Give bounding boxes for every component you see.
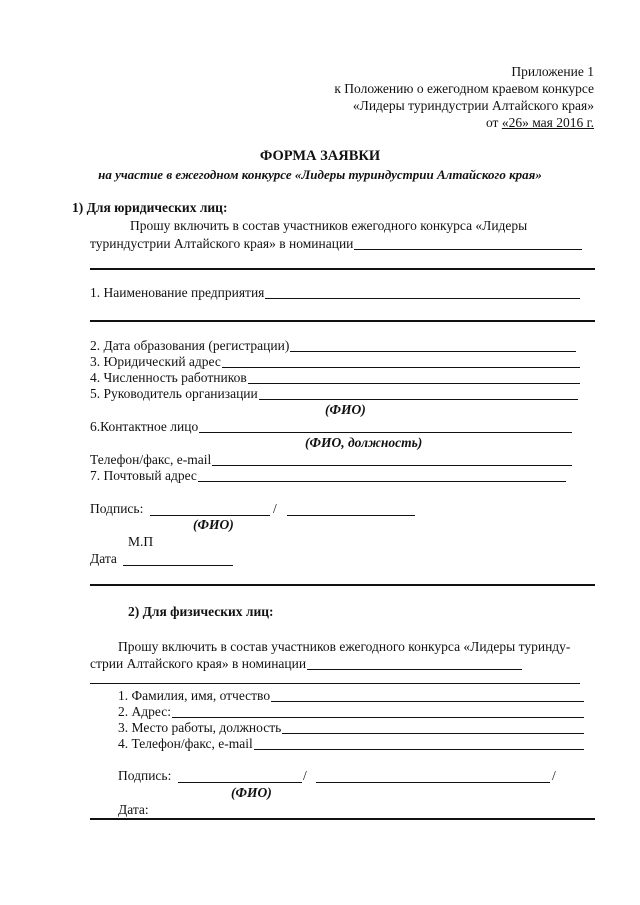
individual-nomination-row [90, 656, 522, 672]
legal-phone-field[interactable] [212, 465, 572, 466]
legal-company-name-label: 1. Наименование предприятия [90, 285, 265, 300]
appendix-reference: к Положению о ежегодном краевом конкурсе [334, 81, 594, 96]
legal-head-hint: (ФИО) [325, 402, 366, 417]
legal-nomination-label: туриндустрии Алтайского края» в номинации [90, 236, 354, 251]
individual-signature-name-field[interactable] [316, 782, 550, 783]
legal-stamp-label: М.П [128, 534, 154, 549]
individual-work-label: 3. Место работы, должность [118, 720, 282, 735]
appendix-date [486, 115, 594, 131]
individual-phone-label: 4. Телефон/факс, e-mail [118, 736, 253, 751]
legal-signature-hint: (ФИО) [193, 517, 234, 532]
individual-date-field[interactable] [90, 818, 595, 820]
legal-signature-name-field[interactable] [287, 515, 415, 516]
individual-nomination-label: стрии Алтайского края» в номинации [90, 656, 307, 671]
section-divider [90, 584, 595, 586]
legal-company-name-field[interactable] [265, 298, 580, 299]
individual-nomination-extra-line[interactable] [90, 683, 580, 684]
legal-staff-label: 4. Численность работников [90, 370, 247, 385]
appendix-date-value: «26» мая 2016 г. [501, 115, 594, 130]
legal-head-field[interactable] [259, 399, 578, 400]
individual-work-field[interactable] [282, 733, 584, 734]
legal-staff-field[interactable] [248, 383, 580, 384]
legal-signature-label: Подпись: [90, 501, 144, 516]
individual-phone-field[interactable] [254, 749, 584, 750]
legal-signature-field[interactable] [150, 515, 270, 516]
legal-company-name-row [90, 285, 580, 301]
legal-nomination-field[interactable] [354, 249, 582, 250]
legal-head-row [90, 386, 578, 402]
legal-date-field[interactable] [123, 565, 233, 566]
legal-reg-date-label: 2. Дата образования (регистрации) [90, 338, 290, 353]
legal-phone-label: Телефон/факс, e-mail [90, 452, 212, 467]
individual-signature-field[interactable] [178, 782, 302, 783]
legal-post-row [90, 468, 566, 484]
individual-signature-label: Подпись: [118, 768, 172, 783]
legal-staff-row [90, 370, 580, 386]
legal-nomination-row [90, 236, 582, 252]
individual-fullname-label: 1. Фамилия, имя, отчество [118, 688, 271, 703]
legal-date-label: Дата [90, 551, 117, 566]
individual-date-label: Дата: [118, 802, 149, 817]
legal-nomination-extra-line[interactable] [90, 268, 595, 270]
legal-section-heading: 1) Для юридических лиц: [72, 200, 228, 215]
legal-address-field[interactable] [222, 367, 580, 368]
individual-section-heading: 2) Для физических лиц: [128, 604, 274, 619]
individual-fullname-field[interactable] [271, 701, 584, 702]
individual-signature-slash-2: / [552, 768, 556, 783]
individual-address-label: 2. Адрес: [118, 704, 171, 719]
legal-address-label: 3. Юридический адрес [90, 354, 221, 369]
appendix-number: Приложение 1 [511, 64, 594, 79]
individual-address-row [118, 704, 584, 720]
form-title: ФОРМА ЗАЯВКИ [259, 148, 381, 164]
legal-intro-line1: Прошу включить в состав участников ежегодного конкурса «Лидеры [130, 218, 528, 233]
legal-reg-date-field[interactable] [290, 351, 576, 352]
individual-nomination-field[interactable] [307, 669, 522, 670]
legal-phone-row [90, 452, 572, 468]
legal-head-label: 5. Руководитель организации [90, 386, 258, 401]
form-subtitle: на участие в ежегодном конкурсе «Лидеры туриндустрии Алтайского края» [98, 167, 542, 182]
appendix-contest-name: «Лидеры туриндустрии Алтайского края» [352, 98, 594, 113]
individual-work-row [118, 720, 584, 736]
individual-address-field[interactable] [172, 717, 584, 718]
legal-contact-row [90, 419, 572, 435]
legal-contact-label: 6.Контактное лицо [90, 419, 199, 434]
appendix-date-prefix: от [485, 115, 502, 130]
individual-phone-row [118, 736, 584, 752]
individual-signature-slash-1: / [303, 768, 307, 783]
legal-contact-hint: (ФИО, должность) [305, 435, 423, 450]
individual-fullname-row [118, 688, 584, 704]
legal-post-field[interactable] [198, 481, 566, 482]
individual-intro-line1: Прошу включить в состав участников ежегодного конкурса «Лидеры туринду- [118, 639, 571, 654]
legal-contact-field[interactable] [199, 432, 572, 433]
legal-reg-date-row [90, 338, 576, 354]
legal-address-row [90, 354, 580, 370]
legal-post-label: 7. Почтовый адрес [90, 468, 197, 483]
legal-signature-slash: / [273, 501, 277, 516]
legal-company-name-extra-line[interactable] [90, 320, 595, 322]
individual-signature-hint: (ФИО) [231, 785, 272, 800]
